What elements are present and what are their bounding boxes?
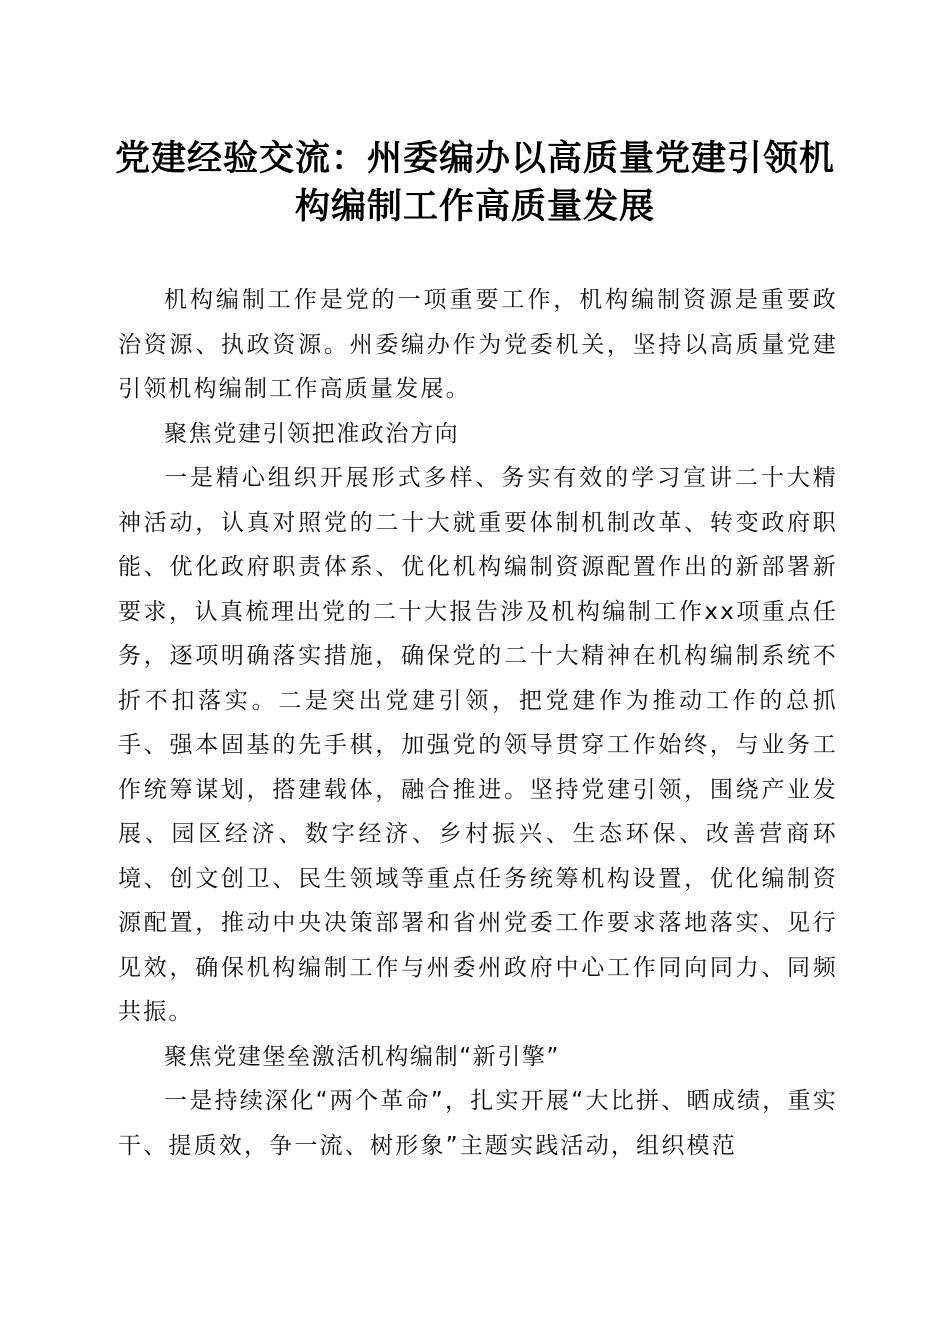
intro-paragraph: 机构编制工作是党的一项重要工作，机构编制资源是重要政治资源、执政资源。州委编办作为党委机关，坚持以高质量党建引领机构编制工作高质量发展。 [118, 287, 838, 402]
document-body [118, 278, 838, 1168]
document-title [100, 135, 850, 231]
body-paragraph-two-revolutions: 一是持续深化“两个革命”，扎实开展“大比拼、晒成绩，重实干、提质效，争一流、树形象”主题实践活动，组织模范 [118, 1088, 838, 1159]
title-line-2: 构编制工作高质量发展 [294, 186, 655, 227]
section-heading-political-direction: 聚焦党建引领把准政治方向 [164, 420, 460, 447]
title-line-1: 党建经验交流：州委编办以高质量党建引领机 [114, 138, 835, 179]
section-heading-new-engine: 聚焦党建堡垒激活机构编制“新引擎” [164, 1043, 561, 1070]
body-paragraph-study-activities: 一是精心组织开展形式多样、务实有效的学习宣讲二十大精神活动，认真对照党的二十大就重要体制机制改革、转变政府职能、优化政府职责体系、优化机构编制资源配置作出的新部署新要求，认真梳理出党的二十大报告涉及机构编制工作xx项重点任务，逐项明确落实措施，确保党的二十大精神在机构编制系统不折不扣落实。二是突出党建引领，把党建作为推动工作的总抓手、强本固基的先手棋，加强党的领导贯穿工作始终，与业务工作统筹谋划，搭建载体，融合推进。坚持党建引领，围绕产业发展、园区经济、数字经济、乡村振兴、生态环保、改善营商环境、创文创卫、民生领域等重点任务统筹机构设置，优化编制资源配置，推动中央决策部署和省州党委工作要求落地落实、见行见效，确保机构编制工作与州委州政府中心工作同向同力、同频共振。 [118, 465, 838, 1025]
